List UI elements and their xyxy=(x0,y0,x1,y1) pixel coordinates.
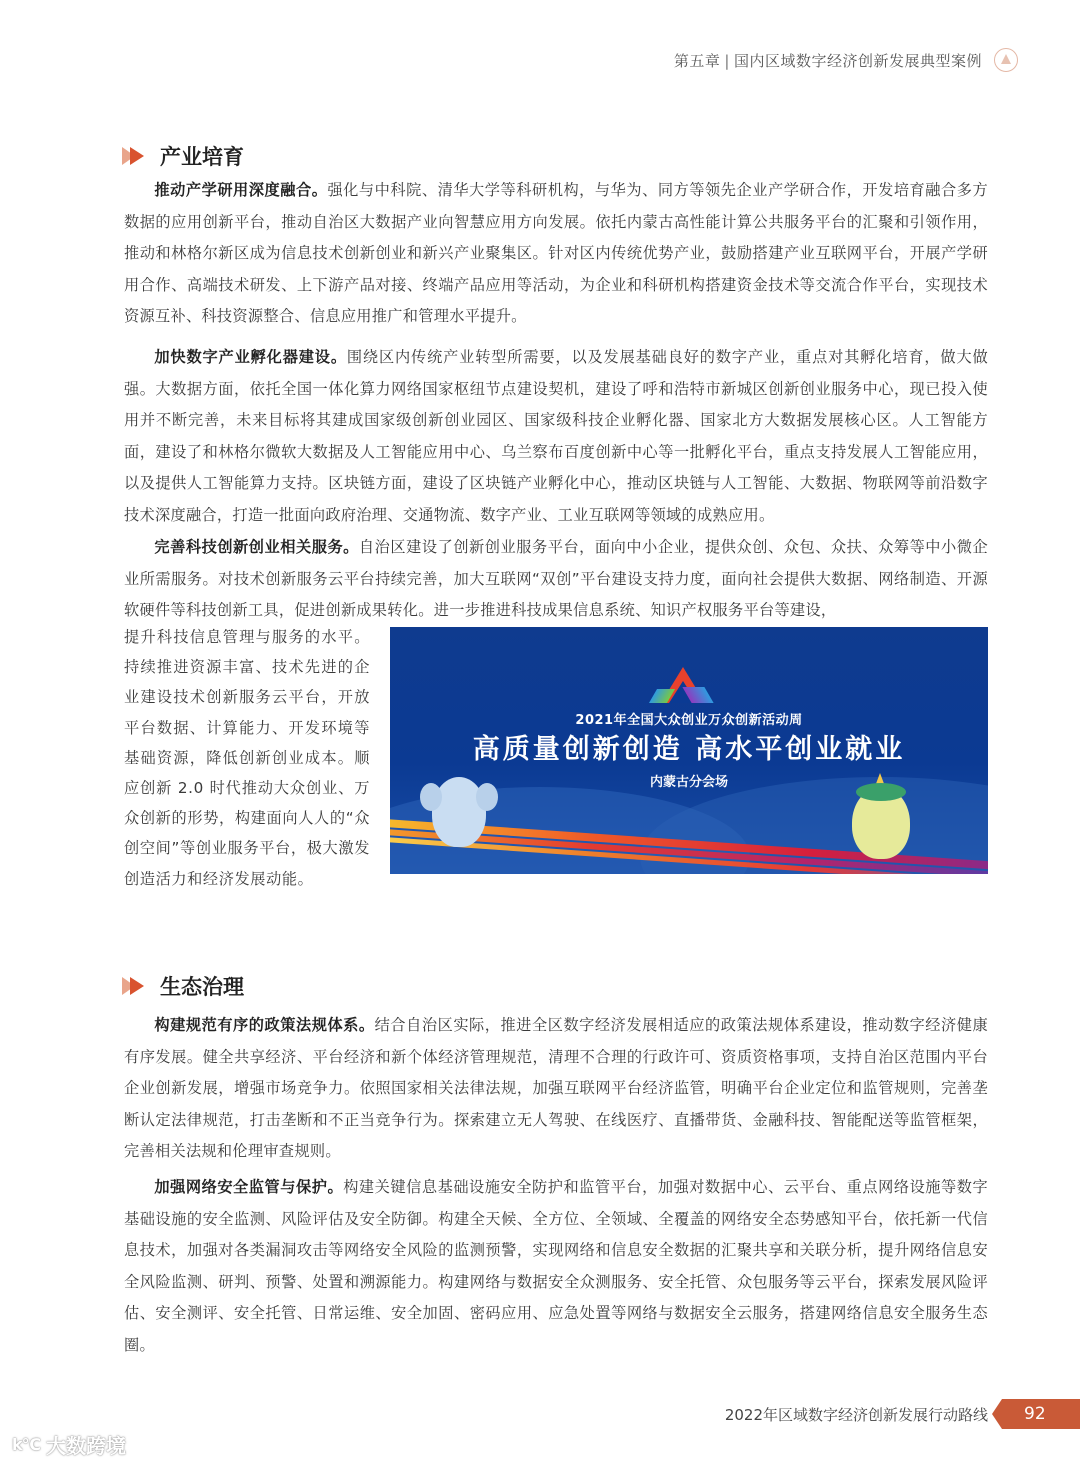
paragraph-body: 结合自治区实际，推进全区数字经济发展相适应的政策法规体系建设，推动数字经济健康有序发展。健全共享经济、平台经济和新个体经济管理规范，清理不合理的行政许可、资质资格事项，支持自治区范围内平台企业创新发展，增强市场竞争力。依照国家相关法律法规，加强互联网平台经济监管，明确平台企业定位和监管规则，完善垄断认定法律规范，打击垄断和不正当竞争行为。探索建立无人驾驶、在线医疗、直播带货、金融科技、智能配送等监管框架，完善相关法规和伦理审查规则。 xyxy=(124,1016,988,1160)
paragraph-body: 构建关键信息基础设施安全防护和监管平台，加强对数据中心、云平台、重点网络设施等数字基础设施的安全监测、风险评估及安全防御。构建全天候、全方位、全领域、全覆盖的网络安全态势感知平台，依托新一代信息技术，加强对各类漏洞攻击等网络安全风险的监测预警，实现网络和信息安全数据的汇聚共享和关联分析，提升网络信息安全风险监测、研判、预警、处置和溯源能力。构建网络与数据安全众测服务、安全托管、众包服务等云平台，探索发展风险评估、安全测评、安全托管、日常运维、安全加固、密码应用、应急处置等网络与数据安全云服务，搭建网络信息安全服务生态圈。 xyxy=(124,1178,988,1354)
event-logo-icon xyxy=(653,667,713,705)
page-number: 92 xyxy=(1002,1399,1080,1429)
watermark-text: 大数跨境 xyxy=(46,1434,127,1458)
section-heading-governance xyxy=(122,971,244,1001)
paragraph-lead: 加快数字产业孵化器建设。 xyxy=(154,348,347,366)
paragraph xyxy=(124,1010,988,1168)
unicorn-mascot-icon xyxy=(852,787,910,859)
paragraph xyxy=(124,342,988,531)
paragraph-body: 围绕区内传统产业转型所需要，以及发展基础良好的数字产业，重点对其孵化培育，做大做强。大数据方面，依托全国一体化算力网络国家枢纽节点建设契机，建设了呼和浩特市新城区创新创业服务中心，现已投入使用并不断完善，未来目标将其建成国家级创新创业园区、国家级科技企业孵化器、国家北方大数据发展核心区。人工智能方面，建设了和林格尔微软大数据及人工智能应用中心、乌兰察布百度创新中心等一批孵化平台，重点支持发展人工智能应用，以及提供人工智能算力支持。区块链方面，建设了区块链产业孵化中心，推动区块链与人工智能、大数据、物联网等前沿数字技术深度融合，打造一批面向政府治理、交通物流、数字产业、工业互联网等领域的成熟应用。 xyxy=(124,348,988,524)
section-heading-industry xyxy=(122,141,244,171)
paragraph xyxy=(124,1172,988,1361)
watermark xyxy=(12,1430,126,1459)
event-banner-image xyxy=(390,627,988,874)
paragraph-lead: 构建规范有序的政策法规体系。 xyxy=(154,1016,375,1034)
double-arrow-icon xyxy=(122,147,146,165)
section-title: 生态治理 xyxy=(160,975,244,999)
paragraph-lead: 推动产学研用深度融合。 xyxy=(154,181,328,199)
running-header xyxy=(674,48,1018,72)
banner-venue: 内蒙古分会场 xyxy=(649,775,728,790)
paragraph xyxy=(124,532,988,627)
elephant-mascot-icon xyxy=(432,777,486,847)
wrapped-text-beside-image: 提升科技信息管理与服务的水平。持续推进资源丰富、技术先进的企业建设技术创新服务云平台，开放平台数据、计算能力、开发环境等基础资源，降低创新创业成本。顺应创新 2.0 时代推动大众创业、万众创新的形势，构建面向人人的“众创空间”等创业服务平台，极大激发创造活力和经济发展动能。 xyxy=(124,628,370,888)
paragraph-body: 强化与中科院、清华大学等科研机构，与华为、同方等领先企业产学研合作，开发培育融合多方数据的应用创新平台，推动自治区大数据产业向智慧应用方向发展。依托内蒙古高性能计算公共服务平台的汇聚和引领作用，推动和林格尔新区成为信息技术创新创业和新兴产业聚集区。针对区内传统优势产业，鼓励搭建产业互联网平台，开展产学研用合作、高端技术研发、上下游产品对接、终端产品应用等活动，为企业和科研机构搭建资金技术等交流合作平台，实现技术资源互补、科技资源整合、信息应用推广和管理水平提升。 xyxy=(124,181,988,325)
banner-subtitle: 2021年全国大众创业万众创新活动周 xyxy=(575,713,803,728)
paragraph-body: 自治区建设了创新创业服务平台，面向中小企业，提供众创、众包、众扶、众筹等中小微企业所需服务。对技术创新服务云平台持续完善，加大互联网“双创”平台建设支持力度，面向社会提供大数据、网络制造、开源软硬件等科技创新工具，促进创新成果转化。进一步推进科技成果信息系统、知识产权服务平台等建设， xyxy=(124,538,988,619)
banner-title: 高质量创新创造 高水平创业就业 xyxy=(472,734,906,765)
paragraph-lead: 完善科技创新创业相关服务。 xyxy=(154,538,359,556)
watermark-logo-icon: k℃ xyxy=(12,1435,41,1454)
book-title: 2022年区域数字经济创新发展行动路线 xyxy=(724,1405,988,1424)
paragraph xyxy=(124,175,988,333)
emblem-icon xyxy=(994,48,1018,72)
chapter-label: 第五章 | 国内区域数字经济创新发展典型案例 xyxy=(673,51,982,70)
paragraph-lead: 加强网络安全监管与保护。 xyxy=(154,1178,344,1196)
section-title: 产业培育 xyxy=(160,145,244,169)
page-footer xyxy=(725,1399,1080,1429)
double-arrow-icon xyxy=(122,977,146,995)
